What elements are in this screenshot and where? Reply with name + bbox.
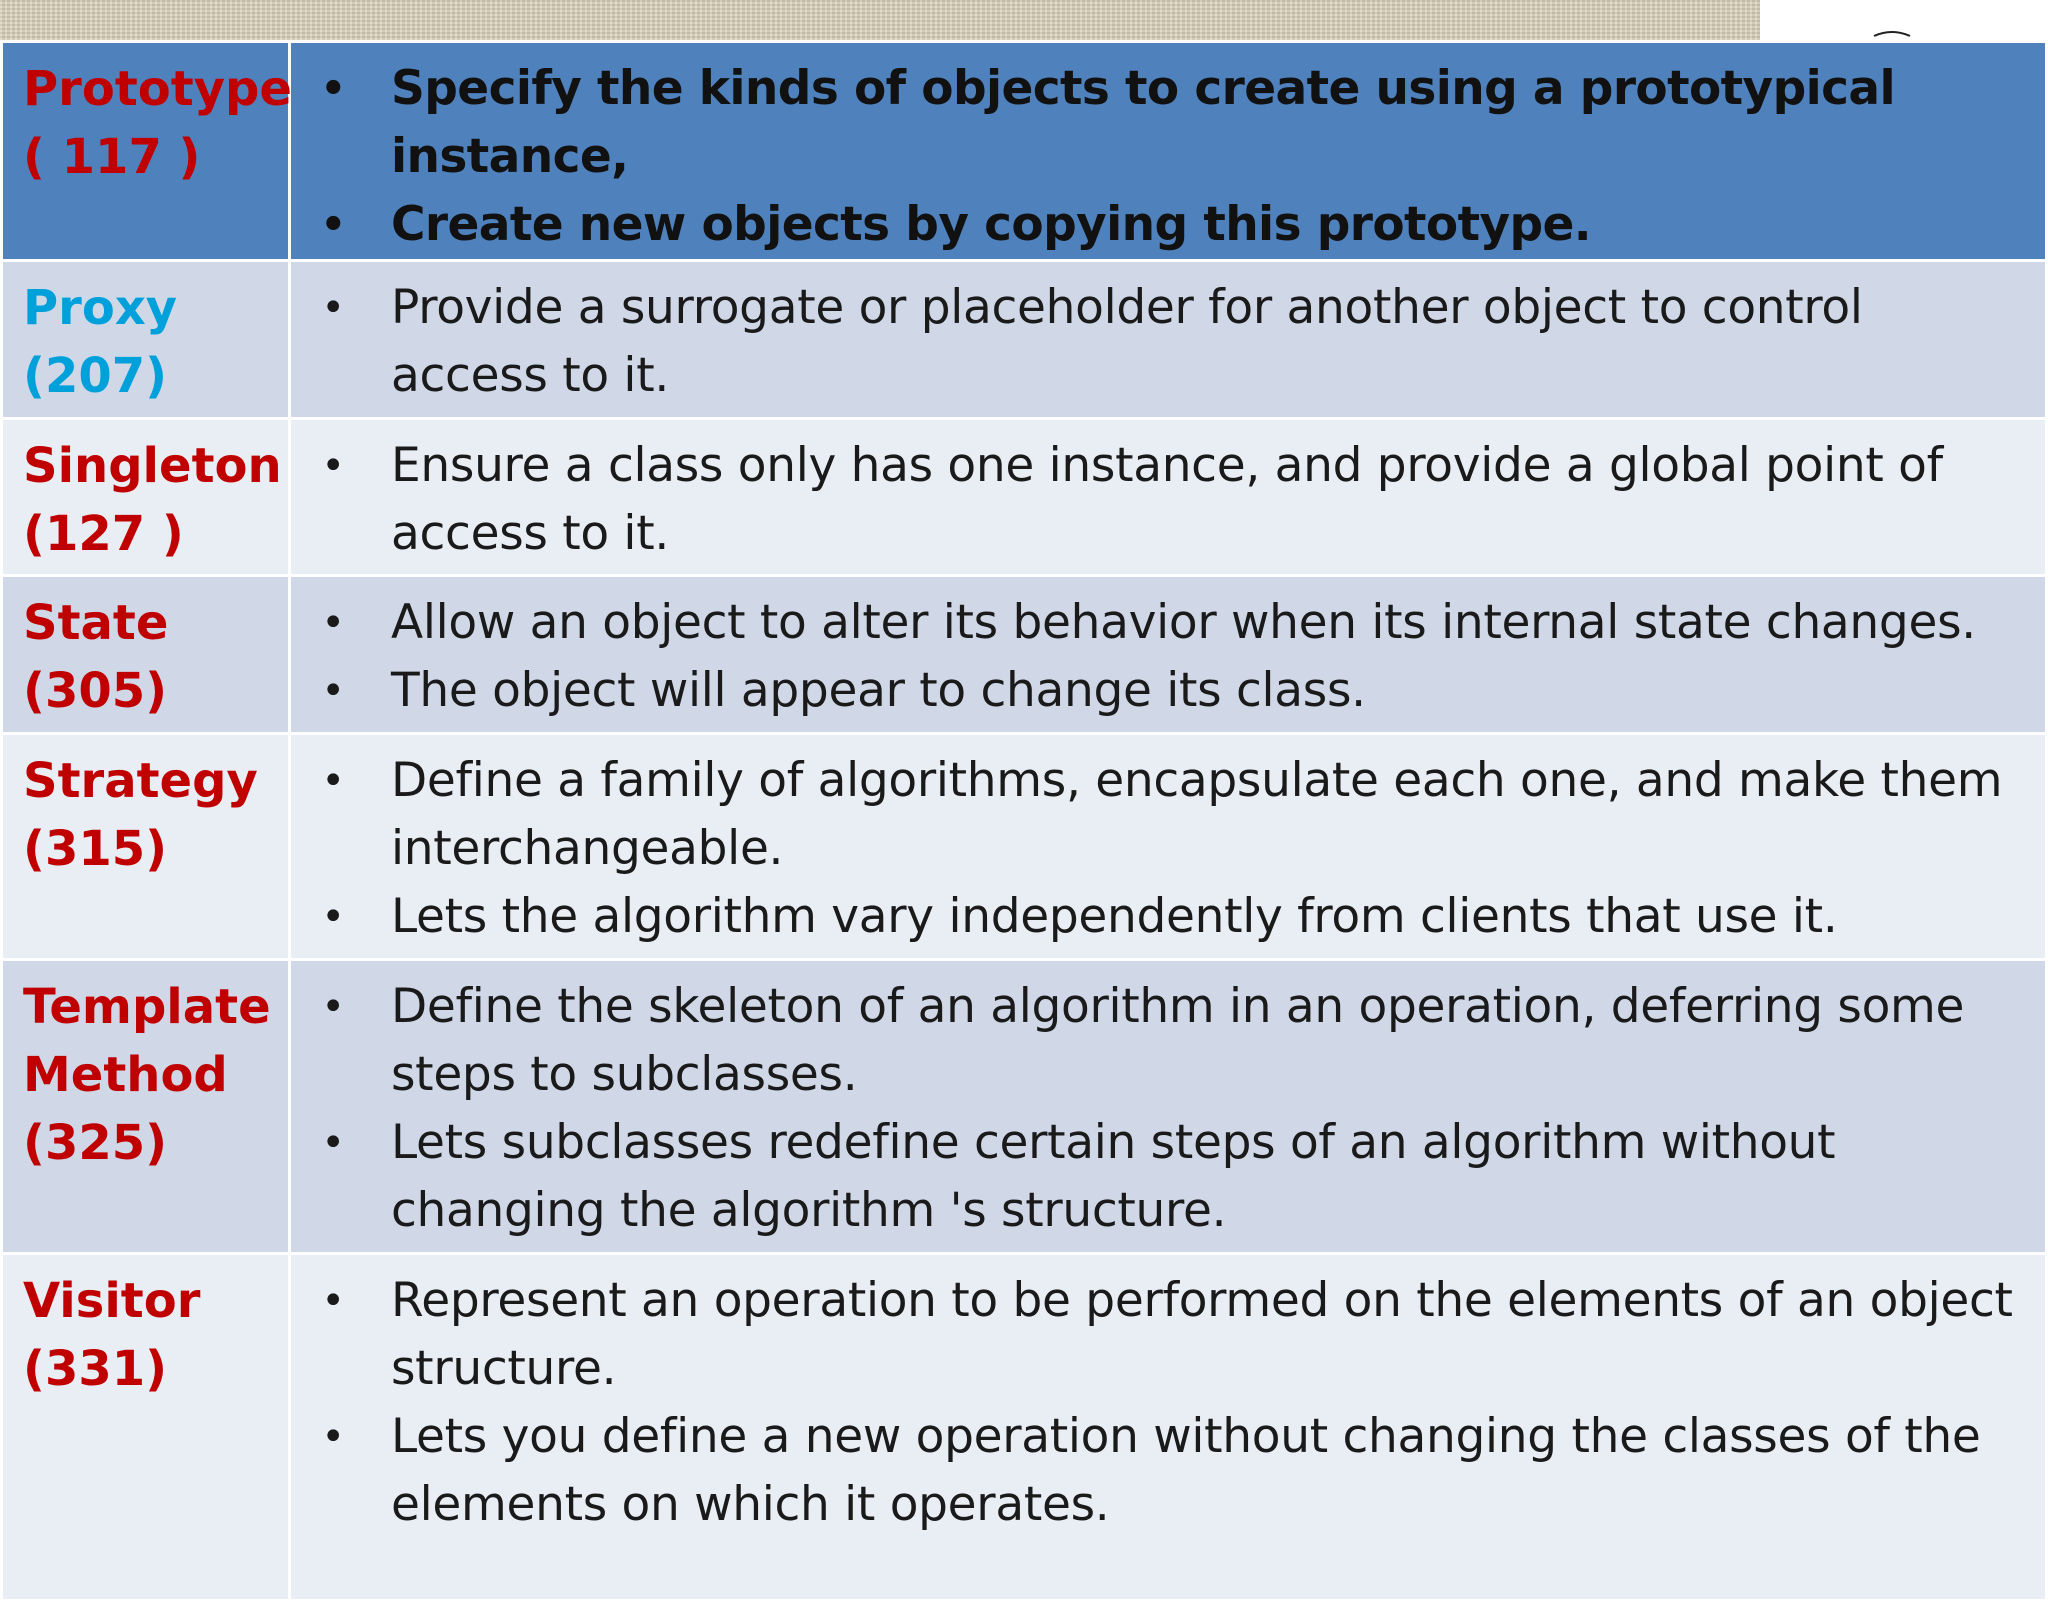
bullet-text: Lets you define a new operation without changing the classes of the elements on which it operates. bbox=[391, 1409, 1981, 1532]
bullet-text: Provide a surrogate or placeholder for another object to control access to it. bbox=[391, 280, 1863, 403]
pattern-row-strategy bbox=[2, 734, 2047, 960]
bullet-text: Represent an operation to be performed on the elements of an object structure. bbox=[391, 1273, 2013, 1396]
description-bullet bbox=[291, 1267, 2025, 1403]
bullet-icon: • bbox=[320, 66, 346, 112]
description-bullet bbox=[291, 747, 2025, 883]
bullet-text: Ensure a class only has one instance, and provide a global point of access to it. bbox=[391, 438, 1943, 561]
decorative-texture-strip bbox=[0, 0, 1760, 40]
pattern-name: Strategy (315) bbox=[2, 734, 290, 960]
pattern-description bbox=[290, 42, 2047, 261]
pattern-description bbox=[290, 576, 2047, 734]
bullet-icon: • bbox=[321, 600, 345, 646]
pattern-description bbox=[290, 734, 2047, 960]
description-bullet bbox=[291, 432, 2025, 568]
design-patterns-table bbox=[0, 40, 2048, 1602]
description-bullet bbox=[291, 973, 2025, 1109]
bullet-icon: • bbox=[321, 758, 345, 804]
bullet-text: Specify the kinds of objects to create using a prototypical instance, bbox=[391, 61, 1896, 184]
bullet-icon: • bbox=[321, 894, 345, 940]
bullet-icon: • bbox=[321, 984, 345, 1030]
description-bullet bbox=[291, 191, 2025, 259]
pattern-description bbox=[290, 419, 2047, 576]
bullet-text: Lets subclasses redefine certain steps of an algorithm without changing the algorithm 's structure. bbox=[391, 1115, 1836, 1238]
pattern-name: Template Method (325) bbox=[2, 960, 290, 1254]
pattern-row-template-method bbox=[2, 960, 2047, 1254]
bullet-icon: • bbox=[320, 202, 346, 248]
bullet-text: Create new objects by copying this prototype. bbox=[391, 197, 1592, 252]
pattern-name: Visitor (331) bbox=[2, 1254, 290, 1601]
pattern-description bbox=[290, 960, 2047, 1254]
description-bullet bbox=[291, 274, 2025, 410]
pattern-row-singleton bbox=[2, 419, 2047, 576]
bullet-text: Lets the algorithm vary independently from clients that use it. bbox=[391, 889, 1838, 944]
pattern-row-state bbox=[2, 576, 2047, 734]
description-bullet bbox=[291, 55, 2025, 191]
pattern-row-visitor bbox=[2, 1254, 2047, 1601]
pattern-name: Prototype ( 117 ) bbox=[2, 42, 290, 261]
pattern-description bbox=[290, 1254, 2047, 1601]
pattern-description bbox=[290, 261, 2047, 419]
pattern-name: Singleton (127 ) bbox=[2, 419, 290, 576]
description-bullet bbox=[291, 1403, 2025, 1539]
bullet-icon: • bbox=[321, 1278, 345, 1324]
bullet-icon: • bbox=[321, 1120, 345, 1166]
description-bullet bbox=[291, 883, 2025, 951]
description-bullet bbox=[291, 657, 2025, 725]
corner-decoration-icon bbox=[1872, 30, 1912, 38]
pattern-row-proxy bbox=[2, 261, 2047, 419]
bullet-icon: • bbox=[321, 668, 345, 714]
bullet-icon: • bbox=[321, 1414, 345, 1460]
bullet-text: Allow an object to alter its behavior when its internal state changes. bbox=[391, 595, 1976, 650]
pattern-row-prototype bbox=[2, 42, 2047, 261]
bullet-text: The object will appear to change its class. bbox=[391, 663, 1366, 718]
bullet-icon: • bbox=[321, 443, 345, 489]
description-bullet bbox=[291, 1109, 2025, 1245]
bullet-icon: • bbox=[321, 285, 345, 331]
bullet-text: Define the skeleton of an algorithm in an operation, deferring some steps to subclasses. bbox=[391, 979, 1965, 1102]
pattern-name: Proxy (207) bbox=[2, 261, 290, 419]
description-bullet bbox=[291, 589, 2025, 657]
bullet-text: Define a family of algorithms, encapsulate each one, and make them interchangeable. bbox=[391, 753, 2003, 876]
pattern-name: State (305) bbox=[2, 576, 290, 734]
